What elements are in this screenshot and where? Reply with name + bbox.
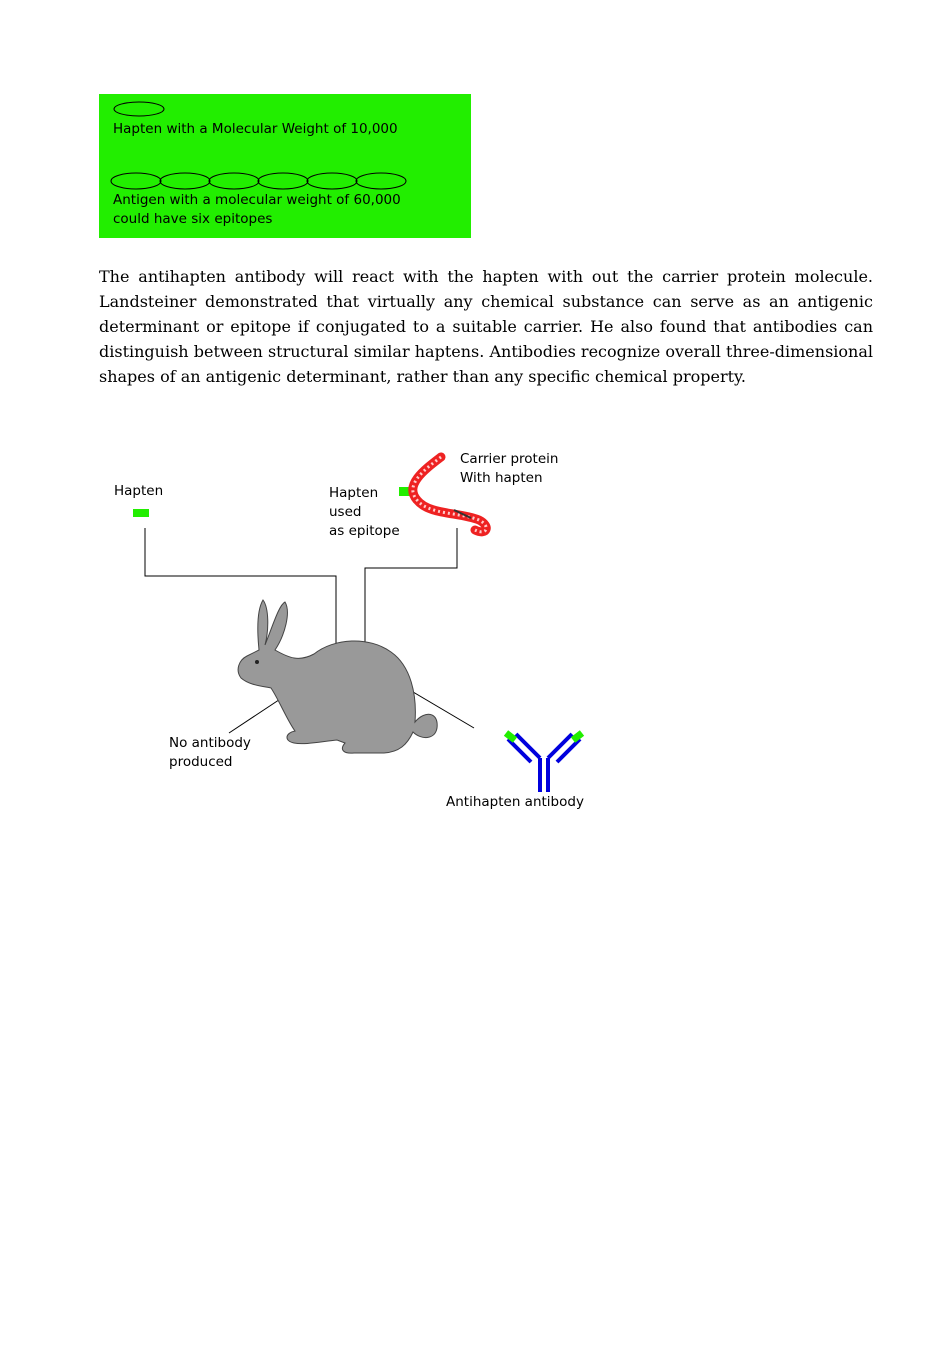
- epitope-connector: [365, 528, 457, 662]
- antibody-label: Antihapten antibody: [446, 794, 584, 810]
- antibody-binding-site-left: [506, 733, 515, 740]
- hapten-label: Hapten: [114, 483, 164, 499]
- hapten-icon: [133, 509, 149, 517]
- hapten-used-label-line2: used: [329, 504, 362, 520]
- rabbit-immunization-figure: [99, 440, 619, 820]
- body-paragraph: The antihapten antibody will react with the hapten with out the carrier protein molecule. Landsteiner demonstrated that virtually any chemical substance can serve as an antigenic determinant or epitope if conjugated to a suitable carrier. He also found that antibodies can distinguish between structural similar haptens. Antibodies recognize overall three-dimensional shapes of an antigenic determinant, rather than any specific chemical property.: [99, 267, 873, 386]
- hapten-antigen-figure: [99, 94, 471, 238]
- antigen-epitope-label: could have six epitopes: [113, 211, 273, 227]
- rabbit-icon: [238, 600, 437, 753]
- carrier-protein-label-line1: Carrier protein: [460, 451, 559, 467]
- no-antibody-label-line2: produced: [169, 754, 233, 770]
- antibody-icon: [506, 733, 582, 792]
- hapten-weight-label: Hapten with a Molecular Weight of 10,000: [113, 121, 398, 137]
- no-antibody-label-line1: No antibody: [169, 735, 251, 751]
- carrier-protein-label-line2: With hapten: [460, 470, 543, 486]
- hapten-used-label-line3: as epitope: [329, 523, 400, 539]
- antibody-binding-site-right: [573, 733, 582, 740]
- rabbit-eye: [255, 660, 259, 664]
- hapten-connector: [145, 528, 336, 662]
- antigen-weight-label: Antigen with a molecular weight of 60,000: [113, 192, 401, 208]
- hapten-used-label-line1: Hapten: [329, 485, 379, 501]
